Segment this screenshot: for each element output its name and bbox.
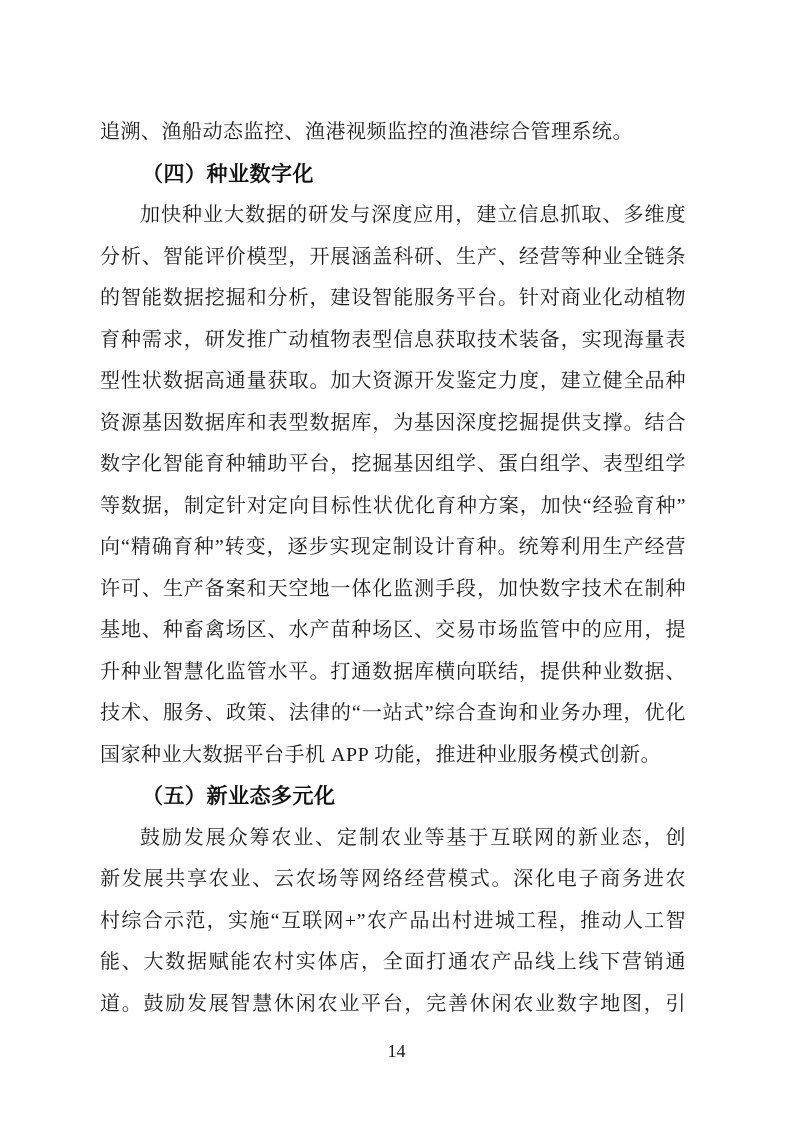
body-line: 技术、服务、政策、法律的“一站式”综合查询和业务办理，优化 bbox=[100, 702, 686, 724]
body-line: 加快种业大数据的研发与深度应用，建立信息抓取、多维度 bbox=[140, 204, 686, 226]
body-line: 国家种业大数据平台手机 APP 功能，推进种业服务模式创新。 bbox=[100, 743, 661, 766]
page-number: 14 bbox=[387, 1041, 406, 1061]
body-line: 新发展共享农业、云农场等网络经营模式。深化电子商务进农 bbox=[100, 868, 686, 890]
body-line: 等数据，制定针对定向目标性状优化育种方案，加快“经验育种” bbox=[100, 494, 686, 517]
body-line: 数字化智能育种辅助平台，挖掘基因组学、蛋白组学、表型组学 bbox=[100, 453, 686, 475]
body-line: 的智能数据挖掘和分析，建设智能服务平台。针对商业化动植物 bbox=[100, 287, 686, 309]
body-line: 道。鼓励发展智慧休闲农业平台，完善休闲农业数字地图，引 bbox=[100, 992, 686, 1015]
body-line: 许可、生产备案和天空地一体化监测手段，加快数字技术在制种 bbox=[100, 577, 686, 600]
body-line: 基地、种畜禽场区、水产苗种场区、交易市场监管中的应用，提 bbox=[100, 619, 686, 641]
body-line: 追溯、渔船动态监控、渔港视频监控的渔港综合管理系统。 bbox=[100, 121, 633, 143]
body-line: 资源基因数据库和表型数据库，为基因深度挖掘提供支撑。结合 bbox=[100, 411, 686, 434]
body-line: 能、大数据赋能农村实体店，全面打通农产品线上线下营销通 bbox=[100, 951, 686, 973]
section-heading: （四）种业数字化 bbox=[142, 161, 314, 186]
body-line: 向“精确育种”转变，逐步实现定制设计育种。统筹利用生产经营 bbox=[100, 536, 686, 558]
body-line: 升种业智慧化监管水平。打通数据库横向联结，提供种业数据、 bbox=[100, 660, 686, 683]
body-line: 育种需求，研发推广动植物表型信息获取技术装备，实现海量表 bbox=[100, 328, 686, 351]
section-heading: （五）新业态多元化 bbox=[142, 784, 336, 808]
body-line: 型性状数据高通量获取。加大资源开发鉴定力度，建立健全品种 bbox=[100, 370, 686, 392]
body-line: 鼓励发展众筹农业、定制农业等基于互联网的新业态，创 bbox=[140, 826, 686, 849]
body-line: 分析、智能评价模型，开展涵盖科研、生产、经营等种业全链条 bbox=[100, 245, 686, 268]
page-body-text bbox=[100, 112, 686, 1025]
body-line: 村综合示范，实施“互联网+”农产品出村进城工程，推动人工智 bbox=[100, 909, 686, 932]
